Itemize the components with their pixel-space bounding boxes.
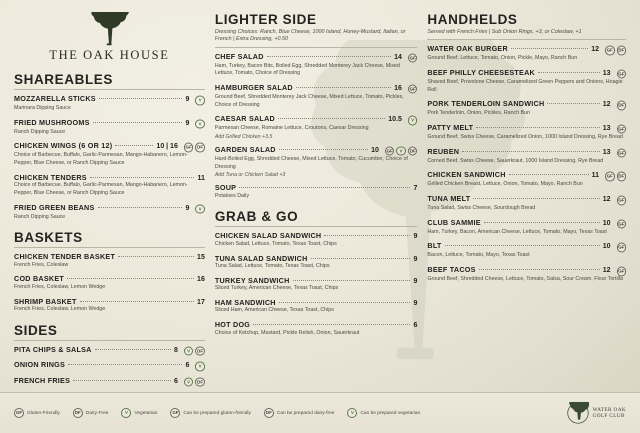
section-subtitle: Dressing Choices: Ranch, Blue Cheese, 1000 Island, Honey-Mustard, Italian, or French | Extra Dressing, +0.50: [214, 29, 406, 43]
menu-item-row: [427, 218, 626, 229]
legend-item: [73, 408, 109, 418]
leader-dots: [95, 349, 171, 350]
diet-badge-gf: GF: [617, 124, 627, 134]
menu-item: [14, 274, 205, 291]
menu-item-row: [215, 52, 418, 63]
menu-item-price: 10: [602, 219, 611, 227]
leader-dots: [99, 98, 183, 99]
diet-badge-gf: GF: [170, 408, 180, 418]
menu-item-row: [14, 376, 205, 387]
section-divider: [427, 39, 626, 40]
leader-dots: [538, 72, 600, 73]
menu-item-row: [215, 298, 418, 307]
menu-item-row: [14, 360, 205, 371]
menu-item-row: [215, 254, 418, 263]
menu-item-row: [215, 145, 418, 156]
menu-item-price: 9: [413, 277, 418, 285]
diet-badges: [184, 377, 205, 387]
menu-item: [215, 145, 418, 178]
leader-dots: [68, 364, 182, 365]
diet-badge-gf: GF: [617, 69, 627, 79]
menu-item-name: FRENCH FRIES: [14, 375, 71, 385]
menu-item-price: 12: [602, 267, 611, 275]
menu-item-description: Choice of Ketchup, Mustard, Pickle Relish, Onion, Sauerkraut: [214, 329, 360, 336]
menu-item-note: Add Tuna or Chicken Salad +3: [214, 172, 286, 179]
menu-item-row: [427, 68, 626, 79]
menu-item-price: 13: [602, 148, 611, 156]
diet-badge-df: DF: [408, 146, 418, 156]
menu-item-description: Bacon, Lettuce, Tomato, Mayo, Texas Toast: [427, 252, 530, 259]
menu-item-price: 10.5: [388, 116, 402, 124]
menu-item-description: Grilled Chicken Breast, Lettuce, Onion, Tomato, Mayo, Ranch Bun: [427, 181, 583, 188]
menu-item-description: Ranch Dipping Sauce: [14, 213, 66, 220]
menu-item-description: Marinara Dipping Sauce: [14, 105, 71, 111]
menu-item-price: 6: [185, 362, 190, 370]
section-divider: [14, 89, 205, 90]
menu-item-name: REUBEN: [427, 146, 460, 156]
menu-item: [14, 94, 205, 113]
diet-badge-gf: GF: [184, 143, 194, 153]
menu-item-price: 9: [185, 204, 190, 212]
menu-item: [427, 44, 626, 63]
menu-item-description: Choice of Barbecue, Buffalo, Garlic-Parmesan, Mango-Habanero, Lemon-Pepper, Blue Cheese, or Ranch Dipping Sauce: [14, 152, 188, 167]
menu-item-name: CHICKEN WINGS (6 OR 12): [14, 141, 113, 151]
menu-item-name: CHEF SALAD: [214, 51, 264, 61]
menu-item: [427, 194, 626, 213]
menu-item: [14, 360, 205, 371]
diet-badge-df: DF: [264, 408, 274, 418]
menu-item-name: BEEF TACOS: [427, 265, 476, 275]
menu-item-price: 14: [394, 53, 402, 61]
menu-section: [427, 12, 626, 284]
menu-item-name: CLUB SAMMIE: [427, 217, 481, 227]
menu-item: [427, 99, 626, 118]
menu-item-description: Ham, Turkey, Bacon, American Cheese, Lettuce, Tomato, Mayo, Texas Toast: [427, 228, 607, 235]
menu-item-description: Tuna Salad, Lettuce, Tomato, Texas Toast, Chips: [214, 263, 330, 270]
diet-badge-v: V: [195, 96, 205, 106]
legend-item: [347, 408, 420, 418]
menu-item-name: CHICKEN TENDERS: [14, 172, 87, 182]
menu-item-row: [427, 99, 626, 110]
menu-section: [14, 230, 205, 314]
menu-item-description: Corned Beef, Swiss Cheese, Sauerkraut, 1000 Island Dressing, Rye Bread: [427, 157, 604, 164]
footer-logo-line2: GOLF CLUB: [592, 413, 625, 419]
menu-item-name: PITA CHIPS & SALSA: [14, 344, 92, 354]
diet-badge-v: V: [184, 377, 194, 387]
menu-item-row: [215, 320, 418, 329]
menu-section: [215, 12, 418, 200]
legend-label: Dairy-Free: [85, 410, 109, 416]
menu-item-name: CHICKEN SALAD SANDWICH: [214, 231, 322, 241]
diet-badge-v: V: [121, 408, 131, 418]
leader-dots: [293, 280, 411, 281]
menu-item-description: French Fries, Coleslaw: [14, 261, 69, 268]
diet-badge-v: V: [396, 146, 406, 156]
menu-item: [427, 68, 626, 94]
diet-badge-df: DF: [73, 408, 83, 418]
menu-item-row: [427, 123, 626, 134]
diet-badge-gf: GF: [14, 408, 24, 418]
menu-item-name: WATER OAK BURGER: [427, 44, 508, 54]
menu-item: [427, 241, 626, 260]
menu-item-row: [14, 274, 205, 283]
menu-item: [14, 376, 205, 387]
menu-item-price: 15: [197, 254, 205, 262]
legend-item: [170, 408, 250, 418]
leader-dots: [511, 48, 588, 49]
menu-item: [215, 231, 418, 248]
legend-label: Can be prepared dairy-free: [276, 410, 335, 416]
menu-item-price: 16: [394, 84, 402, 92]
leader-dots: [253, 324, 410, 325]
menu-item-price: 9: [413, 299, 418, 307]
menu-column-1: [14, 10, 205, 433]
diet-badge-df: DF: [617, 172, 627, 182]
menu-item-name: FRIED GREEN BEANS: [14, 202, 95, 212]
menu-item-price: 16: [197, 276, 205, 284]
menu-item-price: 10 | 16: [156, 143, 178, 151]
menu-item-row: [14, 203, 205, 214]
menu-item: [14, 141, 205, 167]
menu-item-price: 11: [197, 174, 205, 182]
menu-item-row: [427, 194, 626, 205]
leader-dots: [479, 269, 600, 270]
menu-item: [427, 147, 626, 166]
menu-item-description: Ranch Dipping Sauce: [14, 128, 66, 135]
legend-footer: [0, 392, 640, 433]
oak-tree-icon: [89, 12, 129, 46]
water-oak-crest-icon: [567, 402, 589, 424]
leader-dots: [509, 174, 589, 175]
menu-item-row: [215, 183, 418, 192]
restaurant-logo: [14, 12, 205, 63]
leader-dots: [239, 187, 410, 188]
menu-item-price: 12: [602, 196, 611, 203]
menu-item-name: SHRIMP BASKET: [14, 296, 77, 306]
menu-item-name: CHICKEN SANDWICH: [427, 170, 506, 180]
leader-dots: [476, 127, 599, 128]
diet-badges: [184, 346, 205, 356]
menu-item: [427, 265, 626, 284]
menu-item: [215, 83, 418, 109]
menu-item-name: ONION RINGS: [14, 360, 66, 370]
menu-item: [14, 203, 205, 222]
menu-item-note: Add Grilled Chicken +3.5: [214, 133, 273, 140]
diet-badge-v: V: [195, 204, 205, 214]
menu-item: [427, 123, 626, 142]
menu-item-price: 7: [413, 185, 418, 193]
leader-dots: [73, 380, 171, 381]
section-title: HANDHELDS: [427, 12, 518, 27]
menu-section: [14, 72, 205, 221]
menu-item-row: [427, 265, 626, 276]
menu-item-row: [215, 114, 418, 125]
menu-item-name: CAESAR SALAD: [214, 114, 275, 124]
leader-dots: [473, 198, 599, 199]
legend-item: [14, 408, 60, 418]
menu-item-name: FRIED MUSHROOMS: [14, 117, 90, 127]
menu-section: [14, 323, 205, 402]
menu-item-row: [427, 241, 626, 252]
restaurant-name: THE OAK HOUSE: [49, 48, 170, 62]
menu-item-price: 13: [602, 69, 611, 77]
diet-badge-gf: GF: [605, 172, 615, 182]
leader-dots: [267, 56, 391, 57]
section-subtitle: Served with French Fries | Sub Onion Rings, +3, or Coleslaw, +1: [427, 29, 582, 35]
menu-item-row: [215, 83, 418, 94]
menu-item-row: [14, 252, 205, 261]
menu-item-row: [215, 276, 418, 285]
legend-item: [121, 408, 157, 418]
menu-item: [215, 254, 418, 271]
leader-dots: [278, 118, 385, 119]
diet-badge-gf: GF: [617, 219, 627, 229]
menu-item-description: Choice of Barbecue, Buffalo, Garlic-Parmesan, Mango-Habanero, Lemon-Pepper, Blue Cheese, or Ranch Dipping Sauce: [14, 182, 188, 196]
diet-badges: [605, 172, 626, 182]
section-title: SIDES: [14, 322, 58, 338]
menu-item-price: 11: [591, 172, 599, 180]
menu-item-price: 9: [185, 119, 190, 127]
leader-dots: [115, 145, 153, 146]
diet-badges: [605, 46, 626, 56]
diet-badge-gf: GF: [605, 46, 615, 56]
menu-item: [215, 276, 418, 293]
diet-badges: [408, 116, 418, 126]
menu-item-description: Pork Tenderloin, Onion, Pickles, Ranch Bun: [427, 110, 531, 117]
diet-badge-v: V: [347, 408, 357, 418]
diet-badges: [617, 219, 627, 229]
leader-dots: [279, 149, 368, 150]
diet-badges: [195, 362, 205, 372]
menu-item-description: Ground Beef, Swiss Cheese, Caramelized Onion, 1000 Island Dressing, Rye Bread: [427, 133, 623, 140]
sections-column-2: [215, 12, 418, 337]
menu-item-description: Ham, Turkey, Bacon Bits, Boiled Egg, Shredded Monterey Jack Cheese, Mixed Lettuce, Tomato, Choice of Dressing: [214, 62, 400, 77]
menu-item: [14, 297, 205, 314]
legend-items: [14, 408, 420, 418]
diet-badges: [184, 143, 205, 153]
leader-dots: [93, 122, 183, 123]
menu-item: [14, 252, 205, 269]
menu-item: [215, 298, 418, 315]
menu-item-name: PATTY MELT: [427, 122, 474, 132]
menu-item-price: 17: [197, 298, 205, 306]
diet-badge-gf: GF: [617, 267, 627, 277]
menu-item: [215, 114, 418, 140]
menu-item-price: 9: [185, 96, 190, 103]
diet-badge-v: V: [408, 116, 418, 126]
leader-dots: [311, 258, 411, 259]
legend-label: Gluten-Friendly: [27, 410, 60, 416]
leader-dots: [279, 302, 411, 303]
diet-badge-gf: GF: [617, 196, 627, 206]
leader-dots: [118, 256, 194, 257]
menu-item-name: BEEF PHILLY CHEESESTEAK: [427, 67, 535, 77]
menu-item-name: MOZZARELLA STICKS: [14, 94, 96, 103]
menu-item-description: Tuna Salad, Swiss Cheese, Sourdough Bread: [427, 205, 536, 211]
sections-column-3: [427, 12, 626, 284]
diet-badge-gf: GF: [617, 148, 627, 158]
menu-item-description: Parmesan Cheese, Romaine Lettuce, Croutons, Caesar Dressing: [214, 125, 369, 132]
menu-item-description: Chicken Salad, Lettuce, Tomato, Texas Toast, Chips: [214, 240, 337, 247]
diet-badge-df: DF: [195, 377, 205, 387]
menu-item-description: Shaved Beef, Provolone Cheese, Caramelized Green Peppers and Onions, Hoagie Roll: [427, 78, 623, 93]
menu-item: [427, 218, 626, 237]
menu-item-name: SOUP: [214, 183, 237, 193]
leader-dots: [462, 151, 599, 152]
menu-item-name: HOT DOG: [214, 320, 251, 330]
leader-dots: [324, 235, 410, 236]
menu-item-row: [427, 44, 626, 55]
diet-badges: [617, 69, 627, 79]
footer-logo: [567, 402, 626, 424]
menu-item: [14, 118, 205, 137]
leader-dots: [80, 301, 194, 302]
menu-item-price: 10: [371, 146, 379, 154]
menu-item-description: Hard-Boiled Egg, Shredded Cheese, Mixed Lettuce, Tomato, Cucumber, Choice of Dressing: [214, 155, 408, 170]
menu-item: [14, 173, 205, 198]
legend-label: Can be prepared gluten-friendly: [183, 410, 251, 416]
section-divider: [14, 340, 205, 341]
diet-badge-df: DF: [195, 143, 205, 153]
diet-badge-v: V: [195, 119, 205, 129]
section-title: GRAB & GO: [214, 209, 299, 225]
menu-item-name: TURKEY SANDWICH: [214, 275, 290, 285]
menu-item-price: 6: [413, 322, 418, 330]
menu-item-price: 10: [602, 243, 611, 251]
sections-column-1: [14, 72, 205, 402]
diet-badge-gf: GF: [408, 84, 418, 94]
leader-dots: [67, 278, 194, 279]
menu-section: [215, 209, 418, 337]
menu-item-row: [14, 94, 205, 105]
menu-column-3: [427, 10, 626, 433]
menu-column-2: [214, 10, 421, 433]
diet-badge-gf: GF: [617, 243, 627, 253]
diet-badges: [408, 84, 418, 94]
legend-label: Can be prepared vegetarian: [360, 410, 421, 416]
menu-item-row: [14, 345, 205, 356]
diet-badges: [617, 124, 627, 134]
menu-item-name: TUNA MELT: [427, 194, 471, 203]
menu-item-row: [427, 147, 626, 158]
menu-item: [14, 345, 205, 356]
diet-badge-df: DF: [195, 346, 205, 356]
leader-dots: [547, 103, 599, 104]
diet-badges: [195, 96, 205, 106]
menu-item-row: [215, 231, 418, 240]
diet-badges: [617, 267, 627, 277]
menu-item-name: GARDEN SALAD: [214, 144, 276, 154]
menu-item-price: 12: [591, 46, 599, 54]
menu-item: [215, 52, 418, 78]
menu-item: [215, 183, 418, 200]
diet-badge-v: V: [184, 346, 194, 356]
section-divider: [14, 247, 205, 248]
menu-item-name: CHICKEN TENDER BASKET: [14, 252, 116, 262]
diet-badges: [385, 146, 418, 156]
menu-item-name: HAM SANDWICH: [214, 297, 276, 307]
diet-badge-gf: GF: [385, 146, 395, 156]
diet-badges: [617, 101, 627, 111]
menu-item-price: 13: [602, 124, 611, 132]
section-title: SHAREABLES: [14, 72, 114, 87]
menu-item-description: French Fries, Coleslaw, Lemon Wedge: [14, 306, 106, 313]
diet-badge-df: DF: [617, 101, 627, 111]
menu-item-description: French Fries, Coleslaw, Lemon Wedge: [14, 283, 106, 290]
section-title: BASKETS: [14, 230, 83, 246]
menu-item-row: [14, 118, 205, 129]
diet-badges: [195, 204, 205, 214]
diet-badges: [195, 119, 205, 129]
menu-item-description: Ground Beef, Lettuce, Tomato, Onion, Pickle, Mayo, Ranch Bun: [427, 55, 578, 62]
menu-item-name: HAMBURGER SALAD: [214, 82, 293, 92]
menu-item-row: [427, 170, 626, 181]
menu-item-name: TUNA SALAD SANDWICH: [214, 253, 308, 263]
menu-item: [427, 170, 626, 189]
diet-badge-v: V: [195, 362, 205, 372]
footer-logo-line1: WATER OAK: [592, 406, 626, 413]
menu-item-price: 8: [173, 346, 178, 354]
diet-badge-gf: GF: [408, 53, 418, 63]
leader-dots: [296, 87, 391, 88]
menu-item-name: COD BASKET: [14, 274, 65, 284]
section-title: LIGHTER SIDE: [214, 12, 317, 27]
menu-item-row: [14, 141, 205, 152]
leader-dots: [445, 245, 600, 246]
menu-item-price: 9: [413, 255, 418, 263]
menu-item-name: BLT: [427, 241, 442, 251]
legend-item: [264, 408, 335, 418]
diet-badges: [617, 243, 627, 253]
menu-item-price: 9: [413, 233, 418, 241]
menu-item-price: 12: [602, 101, 611, 109]
menu-item-description: Ground Beef, Shredded Cheese, Lettuce, Tomato, Salsa, Sour Cream, Flour Tortilla: [427, 276, 623, 283]
section-divider: [215, 226, 418, 227]
leader-dots: [98, 207, 183, 208]
diet-badge-df: DF: [617, 46, 627, 56]
menu-item-description: Ground Beef, Shredded Monterey Jack Cheese, Mixed Lettuce, Tomato, Pickles, Choice of Dressing: [214, 93, 404, 108]
diet-badges: [617, 196, 627, 206]
menu-item-row: [14, 173, 205, 182]
menu-item-description: Potatoes Daily: [214, 192, 249, 199]
diet-badges: [408, 53, 418, 63]
menu-item-price: 6: [173, 377, 178, 385]
leader-dots: [484, 222, 600, 223]
legend-label: Vegetarian: [134, 410, 158, 416]
diet-badges: [617, 148, 627, 158]
section-divider: [215, 47, 418, 48]
menu-item-description: Sliced Ham, American Cheese, Texas Toast, Chips: [214, 307, 334, 314]
menu-item-row: [14, 297, 205, 306]
leader-dots: [90, 177, 195, 178]
menu-item-description: Sliced Turkey, American Cheese, Texas Toast, Chips: [214, 285, 339, 292]
menu-item: [215, 320, 418, 337]
menu-item-name: PORK TENDERLOIN SANDWICH: [427, 99, 545, 109]
